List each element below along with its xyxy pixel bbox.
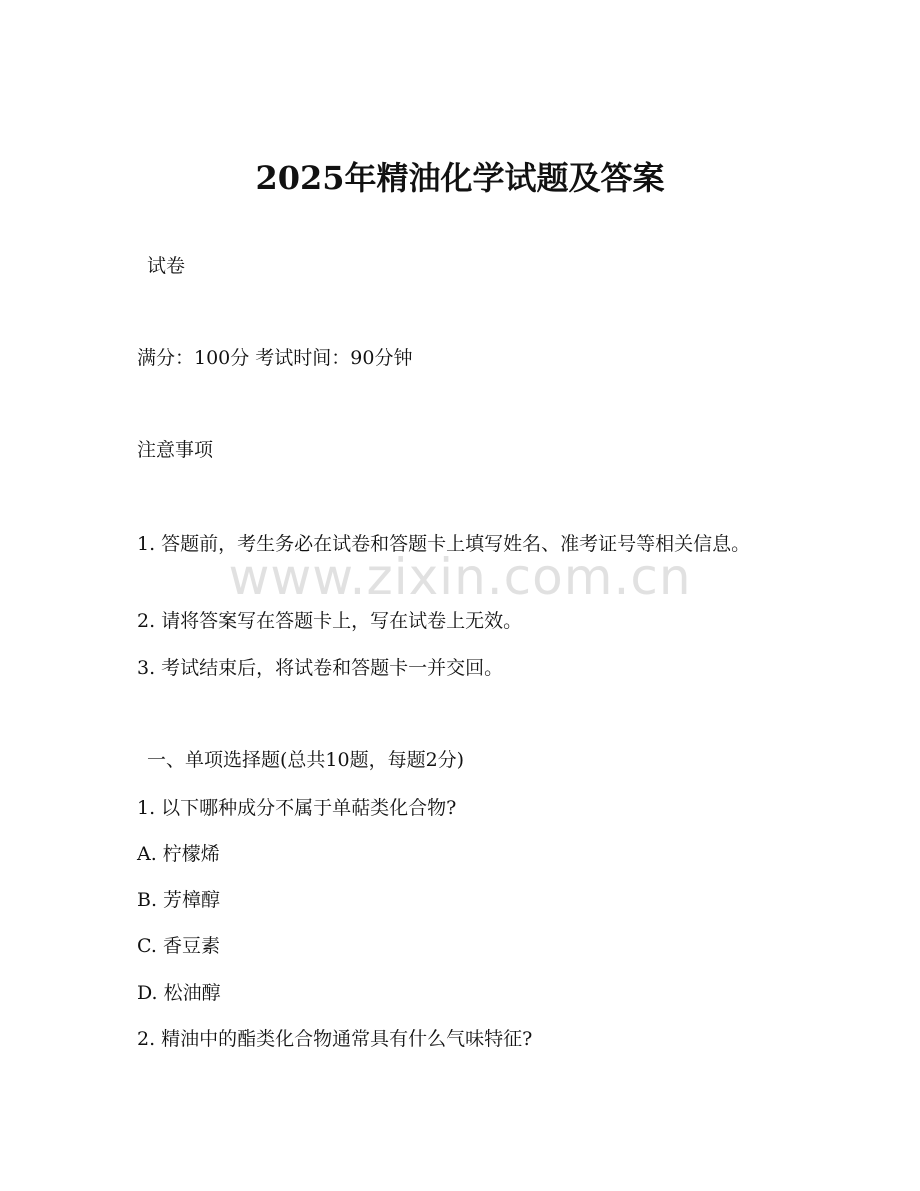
question-1-option-c: C. 香豆素 xyxy=(137,935,220,957)
notice-item-2: 2. 请将答案写在答题卡上，写在试卷上无效。 xyxy=(137,610,523,632)
exam-info: 满分：100分 考试时间：90分钟 xyxy=(137,347,413,369)
notice-heading: 注意事项 xyxy=(137,439,214,461)
document-title: 2025年精油化学试题及答案 xyxy=(255,159,665,197)
watermark: www.zixin.com.cn xyxy=(228,548,692,606)
section-heading: 一、单项选择题(总共10题，每题2分) xyxy=(147,749,465,771)
question-1-option-d: D. 松油醇 xyxy=(137,982,221,1004)
notice-item-1: 1. 答题前，考生务必在试卷和答题卡上填写姓名、准考证号等相关信息。 xyxy=(137,533,751,555)
question-2-stem: 2. 精油中的酯类化合物通常具有什么气味特征? xyxy=(137,1028,533,1050)
question-1-option-a: A. 柠檬烯 xyxy=(137,843,220,865)
notice-item-3: 3. 考试结束后，将试卷和答题卡一并交回。 xyxy=(137,657,504,679)
document-subtitle: 试卷 xyxy=(147,255,186,277)
question-1-stem: 1. 以下哪种成分不属于单萜类化合物? xyxy=(137,797,457,819)
question-1-option-b: B. 芳樟醇 xyxy=(137,889,221,911)
